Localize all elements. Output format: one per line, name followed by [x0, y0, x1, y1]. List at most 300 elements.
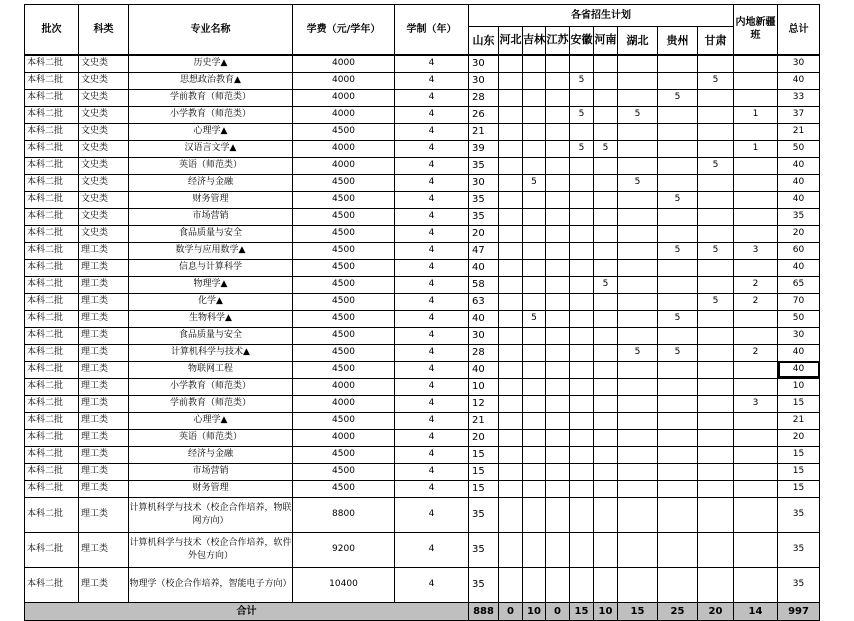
cell-major[interactable]: 思想政治教育▲ [129, 72, 293, 89]
cell-province-count[interactable] [546, 157, 570, 174]
cell-province-count[interactable] [570, 412, 594, 429]
cell-province-count[interactable] [618, 259, 658, 276]
cell-province-count[interactable] [594, 225, 618, 242]
cell-province-count[interactable] [698, 429, 734, 446]
cell-duration[interactable]: 4 [395, 72, 469, 89]
cell-province-count[interactable]: 5 [658, 310, 698, 327]
cell-batch[interactable]: 本科二批 [25, 225, 79, 242]
cell-province-count[interactable] [499, 446, 523, 463]
cell-province-count[interactable] [698, 395, 734, 412]
cell-duration[interactable]: 4 [395, 259, 469, 276]
cell-total[interactable]: 15 [778, 395, 820, 412]
cell-tuition[interactable]: 4500 [293, 276, 395, 293]
cell-province-count[interactable] [499, 293, 523, 310]
cell-province-count[interactable] [594, 191, 618, 208]
totals-province[interactable]: 15 [618, 602, 658, 620]
cell-province-count[interactable]: 5 [698, 242, 734, 259]
cell-province-count[interactable] [499, 140, 523, 157]
cell-province-count[interactable] [594, 242, 618, 259]
cell-province-count[interactable]: 63 [469, 293, 499, 310]
cell-province-count[interactable] [618, 293, 658, 310]
cell-province-count[interactable] [570, 446, 594, 463]
cell-province-count[interactable]: 5 [698, 157, 734, 174]
cell-province-count[interactable] [618, 378, 658, 395]
cell-province-count[interactable] [570, 191, 594, 208]
cell-xinjiang[interactable] [734, 567, 778, 602]
cell-xinjiang[interactable] [734, 532, 778, 567]
cell-province-count[interactable] [570, 259, 594, 276]
cell-province-count[interactable]: 5 [698, 72, 734, 89]
cell-major[interactable]: 物联网工程 [129, 361, 293, 378]
cell-province-count[interactable] [594, 310, 618, 327]
cell-xinjiang[interactable] [734, 361, 778, 378]
cell-total[interactable]: 40 [778, 259, 820, 276]
cell-province-count[interactable] [570, 276, 594, 293]
cell-xinjiang[interactable] [734, 123, 778, 140]
cell-province-count[interactable] [523, 89, 546, 106]
cell-province-count[interactable] [499, 191, 523, 208]
cell-category[interactable]: 理工类 [79, 429, 129, 446]
cell-major[interactable]: 市场营销 [129, 208, 293, 225]
cell-province-count[interactable] [523, 55, 546, 73]
cell-province-count[interactable] [570, 310, 594, 327]
cell-province-count[interactable] [618, 208, 658, 225]
cell-category[interactable]: 理工类 [79, 463, 129, 480]
cell-batch[interactable]: 本科二批 [25, 412, 79, 429]
cell-duration[interactable]: 4 [395, 378, 469, 395]
cell-province-count[interactable] [523, 532, 546, 567]
totals-label[interactable]: 合计 [25, 602, 469, 620]
cell-province-count[interactable] [594, 361, 618, 378]
cell-province-count[interactable] [658, 446, 698, 463]
cell-province-count[interactable]: 40 [469, 310, 499, 327]
cell-province-count[interactable] [499, 276, 523, 293]
cell-province-count[interactable] [523, 106, 546, 123]
cell-province-count[interactable] [658, 378, 698, 395]
cell-province-count[interactable] [594, 395, 618, 412]
cell-province-count[interactable] [594, 378, 618, 395]
cell-major[interactable]: 财务管理 [129, 480, 293, 497]
cell-major[interactable]: 数学与应用数学▲ [129, 242, 293, 259]
cell-province-count[interactable] [523, 446, 546, 463]
cell-province-count[interactable] [523, 225, 546, 242]
cell-tuition[interactable]: 4000 [293, 106, 395, 123]
cell-province-count[interactable] [523, 191, 546, 208]
cell-xinjiang[interactable]: 1 [734, 106, 778, 123]
cell-duration[interactable]: 4 [395, 446, 469, 463]
cell-province-count[interactable]: 15 [469, 446, 499, 463]
cell-total[interactable]: 50 [778, 310, 820, 327]
cell-province-count[interactable] [523, 259, 546, 276]
cell-province-count[interactable] [698, 140, 734, 157]
cell-province-count[interactable]: 26 [469, 106, 499, 123]
cell-category[interactable]: 理工类 [79, 532, 129, 567]
cell-province-count[interactable] [546, 429, 570, 446]
cell-tuition[interactable]: 4000 [293, 395, 395, 412]
cell-province-count[interactable] [594, 89, 618, 106]
cell-major[interactable]: 学前教育（师范类） [129, 89, 293, 106]
cell-xinjiang[interactable] [734, 174, 778, 191]
cell-province-count[interactable] [618, 55, 658, 73]
cell-province-count[interactable] [658, 140, 698, 157]
cell-province-count[interactable] [570, 242, 594, 259]
cell-province-count[interactable] [698, 378, 734, 395]
cell-province-count[interactable]: 5 [523, 310, 546, 327]
cell-xinjiang[interactable] [734, 429, 778, 446]
cell-province-count[interactable]: 40 [469, 361, 499, 378]
cell-province-count[interactable]: 35 [469, 191, 499, 208]
cell-xinjiang[interactable] [734, 310, 778, 327]
cell-duration[interactable]: 4 [395, 123, 469, 140]
cell-total[interactable]: 60 [778, 242, 820, 259]
cell-province-count[interactable] [499, 327, 523, 344]
cell-province-count[interactable] [570, 497, 594, 532]
cell-province-count[interactable] [594, 429, 618, 446]
cell-province-count[interactable]: 21 [469, 412, 499, 429]
totals-total[interactable]: 997 [778, 602, 820, 620]
cell-major[interactable]: 食品质量与安全 [129, 225, 293, 242]
cell-province-count[interactable] [523, 327, 546, 344]
cell-province-count[interactable] [499, 378, 523, 395]
cell-tuition[interactable]: 4500 [293, 259, 395, 276]
cell-category[interactable]: 理工类 [79, 446, 129, 463]
cell-province-count[interactable] [594, 72, 618, 89]
totals-province[interactable]: 888 [469, 602, 499, 620]
cell-province-count[interactable] [658, 532, 698, 567]
cell-province-count[interactable] [658, 123, 698, 140]
cell-total[interactable]: 20 [778, 429, 820, 446]
cell-duration[interactable]: 4 [395, 191, 469, 208]
cell-province-count[interactable] [523, 208, 546, 225]
cell-province-count[interactable] [499, 174, 523, 191]
cell-province-count[interactable] [499, 395, 523, 412]
cell-province-count[interactable] [658, 293, 698, 310]
cell-total[interactable]: 50 [778, 140, 820, 157]
cell-province-count[interactable]: 15 [469, 463, 499, 480]
cell-xinjiang[interactable] [734, 259, 778, 276]
cell-province-count[interactable] [546, 123, 570, 140]
cell-province-count[interactable]: 5 [618, 106, 658, 123]
cell-xinjiang[interactable] [734, 225, 778, 242]
cell-province-count[interactable] [499, 225, 523, 242]
cell-province-count[interactable] [618, 532, 658, 567]
cell-province-count[interactable] [618, 446, 658, 463]
cell-category[interactable]: 理工类 [79, 344, 129, 361]
cell-category[interactable]: 文史类 [79, 208, 129, 225]
cell-major[interactable]: 食品质量与安全 [129, 327, 293, 344]
cell-batch[interactable]: 本科二批 [25, 276, 79, 293]
cell-major[interactable]: 计算机科学与技术（校企合作培养，软件外包方向） [129, 532, 293, 567]
cell-category[interactable]: 文史类 [79, 72, 129, 89]
cell-category[interactable]: 文史类 [79, 191, 129, 208]
cell-province-count[interactable] [546, 532, 570, 567]
cell-batch[interactable]: 本科二批 [25, 106, 79, 123]
cell-province-count[interactable] [698, 123, 734, 140]
cell-total[interactable]: 15 [778, 463, 820, 480]
cell-province-count[interactable] [658, 276, 698, 293]
cell-province-count[interactable] [499, 123, 523, 140]
cell-batch[interactable]: 本科二批 [25, 259, 79, 276]
cell-total[interactable]: 30 [778, 327, 820, 344]
cell-province-count[interactable]: 12 [469, 395, 499, 412]
cell-province-count[interactable] [499, 344, 523, 361]
cell-province-count[interactable] [546, 497, 570, 532]
cell-province-count[interactable]: 5 [658, 242, 698, 259]
cell-province-count[interactable] [499, 242, 523, 259]
cell-province-count[interactable] [618, 140, 658, 157]
cell-batch[interactable]: 本科二批 [25, 191, 79, 208]
cell-province-count[interactable] [570, 157, 594, 174]
cell-duration[interactable]: 4 [395, 361, 469, 378]
cell-province-count[interactable] [499, 532, 523, 567]
cell-total[interactable]: 65 [778, 276, 820, 293]
cell-province-count[interactable] [698, 327, 734, 344]
cell-province-count[interactable] [570, 225, 594, 242]
cell-province-count[interactable] [499, 72, 523, 89]
cell-tuition[interactable]: 9200 [293, 532, 395, 567]
cell-province-count[interactable] [618, 242, 658, 259]
cell-batch[interactable]: 本科二批 [25, 55, 79, 73]
cell-duration[interactable]: 4 [395, 89, 469, 106]
cell-major[interactable]: 小学教育（师范类） [129, 106, 293, 123]
cell-tuition[interactable]: 10400 [293, 567, 395, 602]
cell-province-count[interactable] [570, 567, 594, 602]
cell-xinjiang[interactable] [734, 72, 778, 89]
cell-province-count[interactable] [546, 378, 570, 395]
cell-province-count[interactable] [546, 480, 570, 497]
cell-province-count[interactable] [658, 55, 698, 73]
cell-province-count[interactable] [523, 395, 546, 412]
cell-province-count[interactable] [546, 446, 570, 463]
cell-total[interactable]: 15 [778, 446, 820, 463]
cell-province-count[interactable] [523, 412, 546, 429]
cell-total[interactable]: 40 [778, 157, 820, 174]
cell-duration[interactable]: 4 [395, 497, 469, 532]
cell-province-count[interactable] [594, 344, 618, 361]
cell-province-count[interactable]: 15 [469, 480, 499, 497]
cell-category[interactable]: 理工类 [79, 480, 129, 497]
cell-province-count[interactable] [570, 395, 594, 412]
cell-province-count[interactable] [618, 225, 658, 242]
cell-province-count[interactable] [594, 293, 618, 310]
cell-province-count[interactable] [499, 463, 523, 480]
cell-province-count[interactable]: 5 [523, 174, 546, 191]
cell-province-count[interactable] [546, 106, 570, 123]
totals-province[interactable]: 10 [594, 602, 618, 620]
cell-province-count[interactable] [546, 463, 570, 480]
cell-province-count[interactable] [698, 344, 734, 361]
cell-province-count[interactable] [523, 361, 546, 378]
cell-province-count[interactable] [618, 157, 658, 174]
cell-major[interactable]: 历史学▲ [129, 55, 293, 73]
cell-province-count[interactable]: 20 [469, 429, 499, 446]
cell-category[interactable]: 理工类 [79, 259, 129, 276]
totals-province[interactable]: 10 [523, 602, 546, 620]
cell-major[interactable]: 心理学▲ [129, 123, 293, 140]
cell-province-count[interactable] [618, 429, 658, 446]
cell-major[interactable]: 物理学▲ [129, 276, 293, 293]
cell-duration[interactable]: 4 [395, 327, 469, 344]
cell-province-count[interactable] [658, 412, 698, 429]
cell-province-count[interactable] [546, 361, 570, 378]
cell-province-count[interactable] [546, 208, 570, 225]
cell-major[interactable]: 小学教育（师范类） [129, 378, 293, 395]
cell-province-count[interactable] [698, 89, 734, 106]
cell-tuition[interactable]: 4500 [293, 327, 395, 344]
cell-category[interactable]: 文史类 [79, 140, 129, 157]
cell-tuition[interactable]: 8800 [293, 497, 395, 532]
cell-tuition[interactable]: 4500 [293, 191, 395, 208]
totals-xinjiang[interactable]: 14 [734, 602, 778, 620]
cell-category[interactable]: 文史类 [79, 157, 129, 174]
cell-total[interactable]: 40 [778, 174, 820, 191]
cell-category[interactable]: 理工类 [79, 310, 129, 327]
cell-province-count[interactable] [499, 480, 523, 497]
cell-province-count[interactable] [658, 463, 698, 480]
cell-category[interactable]: 理工类 [79, 497, 129, 532]
cell-duration[interactable]: 4 [395, 412, 469, 429]
cell-province-count[interactable]: 58 [469, 276, 499, 293]
cell-province-count[interactable] [570, 174, 594, 191]
totals-province[interactable]: 25 [658, 602, 698, 620]
cell-major[interactable]: 计算机科学与技术▲ [129, 344, 293, 361]
cell-province-count[interactable] [523, 293, 546, 310]
cell-province-count[interactable]: 5 [594, 276, 618, 293]
cell-province-count[interactable] [546, 72, 570, 89]
cell-province-count[interactable] [698, 106, 734, 123]
cell-batch[interactable]: 本科二批 [25, 378, 79, 395]
cell-batch[interactable]: 本科二批 [25, 140, 79, 157]
cell-province-count[interactable] [570, 429, 594, 446]
cell-total[interactable]: 30 [778, 55, 820, 73]
cell-batch[interactable]: 本科二批 [25, 123, 79, 140]
totals-province[interactable]: 0 [546, 602, 570, 620]
cell-duration[interactable]: 4 [395, 293, 469, 310]
cell-province-count[interactable] [594, 174, 618, 191]
cell-province-count[interactable]: 39 [469, 140, 499, 157]
cell-xinjiang[interactable] [734, 157, 778, 174]
cell-province-count[interactable] [570, 480, 594, 497]
cell-duration[interactable]: 4 [395, 463, 469, 480]
cell-province-count[interactable] [570, 378, 594, 395]
cell-province-count[interactable] [658, 327, 698, 344]
cell-tuition[interactable]: 4500 [293, 293, 395, 310]
cell-duration[interactable]: 4 [395, 429, 469, 446]
cell-total[interactable]: 20 [778, 225, 820, 242]
cell-batch[interactable]: 本科二批 [25, 395, 79, 412]
cell-duration[interactable]: 4 [395, 157, 469, 174]
cell-category[interactable]: 文史类 [79, 174, 129, 191]
cell-tuition[interactable]: 4500 [293, 123, 395, 140]
cell-province-count[interactable] [546, 395, 570, 412]
cell-province-count[interactable] [618, 463, 658, 480]
cell-total[interactable]: 70 [778, 293, 820, 310]
cell-tuition[interactable]: 4000 [293, 89, 395, 106]
cell-province-count[interactable] [570, 293, 594, 310]
cell-total[interactable]: 10 [778, 378, 820, 395]
cell-province-count[interactable]: 5 [570, 72, 594, 89]
cell-total[interactable]: 15 [778, 480, 820, 497]
cell-batch[interactable]: 本科二批 [25, 567, 79, 602]
cell-province-count[interactable] [570, 123, 594, 140]
cell-major[interactable]: 生物科学▲ [129, 310, 293, 327]
cell-province-count[interactable] [658, 72, 698, 89]
cell-province-count[interactable] [618, 497, 658, 532]
cell-duration[interactable]: 4 [395, 208, 469, 225]
cell-major[interactable]: 市场营销 [129, 463, 293, 480]
cell-province-count[interactable] [499, 412, 523, 429]
cell-province-count[interactable] [594, 497, 618, 532]
cell-tuition[interactable]: 4000 [293, 140, 395, 157]
cell-province-count[interactable] [698, 276, 734, 293]
cell-total[interactable]: 21 [778, 412, 820, 429]
cell-province-count[interactable] [618, 89, 658, 106]
cell-category[interactable]: 理工类 [79, 378, 129, 395]
cell-province-count[interactable] [523, 567, 546, 602]
cell-province-count[interactable]: 5 [570, 106, 594, 123]
cell-major[interactable]: 化学▲ [129, 293, 293, 310]
cell-province-count[interactable] [658, 157, 698, 174]
cell-duration[interactable]: 4 [395, 55, 469, 73]
cell-tuition[interactable]: 4500 [293, 480, 395, 497]
cell-province-count[interactable] [546, 327, 570, 344]
cell-duration[interactable]: 4 [395, 242, 469, 259]
cell-province-count[interactable] [698, 446, 734, 463]
cell-province-count[interactable] [594, 532, 618, 567]
cell-province-count[interactable] [499, 259, 523, 276]
cell-province-count[interactable] [658, 174, 698, 191]
cell-batch[interactable]: 本科二批 [25, 480, 79, 497]
cell-province-count[interactable] [698, 463, 734, 480]
cell-province-count[interactable]: 5 [618, 344, 658, 361]
cell-province-count[interactable] [570, 344, 594, 361]
cell-province-count[interactable]: 40 [469, 259, 499, 276]
cell-province-count[interactable]: 35 [469, 208, 499, 225]
cell-province-count[interactable]: 20 [469, 225, 499, 242]
cell-province-count[interactable] [658, 106, 698, 123]
cell-duration[interactable]: 4 [395, 310, 469, 327]
cell-province-count[interactable]: 5 [698, 293, 734, 310]
cell-category[interactable]: 理工类 [79, 361, 129, 378]
cell-province-count[interactable] [594, 327, 618, 344]
cell-major[interactable]: 英语（师范类） [129, 429, 293, 446]
cell-batch[interactable]: 本科二批 [25, 174, 79, 191]
cell-batch[interactable]: 本科二批 [25, 463, 79, 480]
cell-province-count[interactable] [594, 446, 618, 463]
cell-province-count[interactable] [618, 123, 658, 140]
cell-xinjiang[interactable] [734, 412, 778, 429]
cell-province-count[interactable] [499, 310, 523, 327]
cell-province-count[interactable] [594, 55, 618, 73]
cell-xinjiang[interactable] [734, 191, 778, 208]
cell-category[interactable]: 文史类 [79, 89, 129, 106]
cell-province-count[interactable] [546, 140, 570, 157]
cell-province-count[interactable] [618, 412, 658, 429]
cell-province-count[interactable] [698, 225, 734, 242]
cell-duration[interactable]: 4 [395, 106, 469, 123]
cell-province-count[interactable] [658, 395, 698, 412]
cell-xinjiang[interactable] [734, 497, 778, 532]
cell-province-count[interactable] [499, 497, 523, 532]
cell-xinjiang[interactable]: 2 [734, 293, 778, 310]
cell-duration[interactable]: 4 [395, 225, 469, 242]
cell-batch[interactable]: 本科二批 [25, 532, 79, 567]
cell-major[interactable]: 信息与计算科学 [129, 259, 293, 276]
cell-province-count[interactable]: 5 [658, 89, 698, 106]
cell-xinjiang[interactable] [734, 480, 778, 497]
cell-category[interactable]: 文史类 [79, 106, 129, 123]
cell-total[interactable]: 40 [778, 344, 820, 361]
